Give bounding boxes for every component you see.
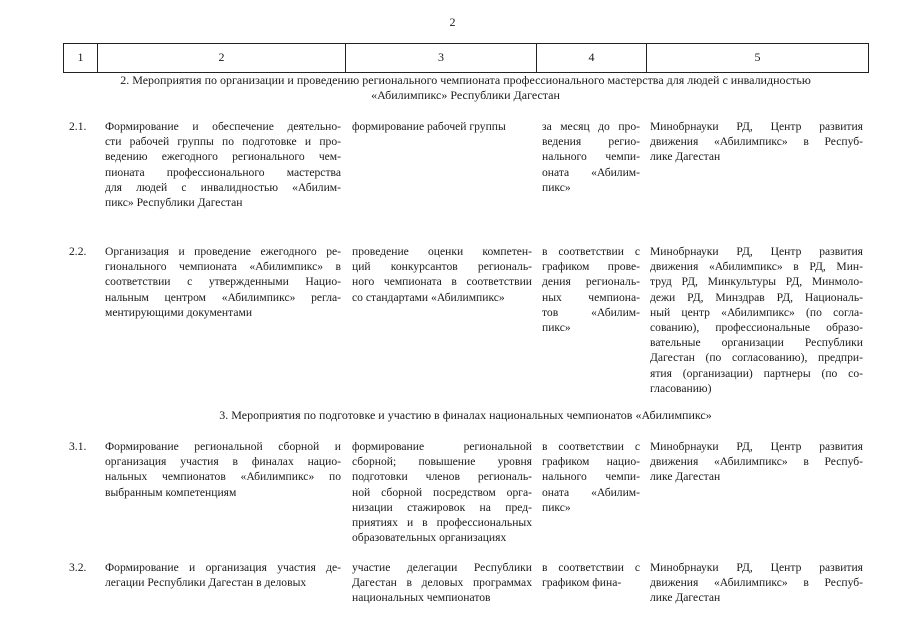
cell-text-line: движения «Абилимпикс» в Респуб- — [650, 455, 863, 469]
cell-text-line: легации Республики Дагестан в деловых — [105, 576, 307, 590]
cell-text-line: национальных чемпионатов — [352, 591, 491, 605]
cell-text-line: ментирующими документами — [105, 305, 253, 319]
column-number-1: 1 — [64, 44, 98, 73]
cell-text-line: Минобрнауки РД, Центр развития — [650, 120, 863, 133]
cell-text-line: ных чемпиона- — [542, 290, 640, 304]
expected-result — [352, 560, 532, 606]
cell-text-line: дения региональ- — [542, 275, 640, 289]
cell-text-line: ятия (организации) партнеры (по со- — [650, 366, 863, 380]
cell-text-line: тов «Абилим- — [542, 305, 640, 319]
cell-text-line: низации стажировок на пред- — [352, 500, 532, 514]
cell-text-line: ведению ежегодного регионального чем- — [105, 150, 341, 164]
cell-text-line: образовательных организациях — [352, 531, 507, 545]
cell-text-line: графиком прове- — [542, 260, 640, 274]
cell-text-line: движения «Абилимпикс» в Респуб- — [650, 576, 863, 590]
cell-text-line: движения «Абилимпикс» в Респуб- — [650, 135, 863, 149]
cell-text-line: Формирование и обеспечение деятельно- — [105, 120, 341, 133]
expected-result — [352, 439, 532, 545]
cell-text-line: Минобрнауки РД, Центр развития — [650, 440, 863, 453]
cell-text-line: лике Дагестан — [650, 591, 721, 605]
cell-text-line: движения «Абилимпикс» в РД, Мин- — [650, 260, 863, 274]
executors — [650, 439, 863, 485]
cell-text-line: формирование рабочей группы — [352, 120, 506, 133]
deadline — [542, 560, 640, 590]
section-heading-2 — [63, 73, 868, 103]
executors — [650, 244, 863, 396]
row-number: 3.1. — [69, 440, 87, 453]
row-number: 2.1. — [69, 120, 87, 133]
cell-text-line: графиком фина- — [542, 576, 622, 590]
section-heading-3 — [63, 408, 868, 423]
cell-text-line: Минобрнауки РД, Центр развития — [650, 561, 863, 574]
cell-text-line: в соответствии с — [542, 440, 640, 453]
cell-text-line: сборной; повышение уровня — [352, 455, 532, 469]
cell-text-line: гионального чемпионата «Абилимпикс» в — [105, 260, 341, 274]
cell-text-line: формирование региональной — [352, 440, 532, 453]
cell-text-line: приятиях и в профессиональных — [352, 516, 532, 530]
cell-text-line: пионата профессионального мастерства — [105, 165, 341, 179]
cell-text-line: выбранным компетенциям — [105, 485, 237, 499]
column-number-4: 4 — [537, 44, 647, 73]
expected-result — [352, 119, 532, 134]
cell-text-line: со стандартами «Абилимпикс» — [352, 290, 505, 304]
cell-text-line: для людей с инвалидностью «Абилим- — [105, 180, 341, 194]
section-heading-line: 3. Мероприятия по подготовке и участию в финалах национальных чемпионатов «Абилимпикс» — [219, 408, 712, 422]
cell-text-line: ведения регио- — [542, 135, 640, 149]
deadline — [542, 439, 640, 515]
cell-text-line: вательные организации Республики — [650, 336, 863, 350]
cell-text-line: графиком нацио- — [542, 455, 640, 469]
cell-text-line: ций конкурсантов региональ- — [352, 260, 532, 274]
row-number: 2.2. — [69, 245, 87, 258]
cell-text-line: пикс» — [542, 500, 571, 514]
cell-text-line: участие делегации Республики — [352, 561, 532, 574]
cell-text-line: гласованию) — [650, 381, 712, 395]
executors — [650, 119, 863, 165]
cell-text-line: нальных чемпионатов «Абилимпикс» по — [105, 470, 341, 484]
cell-text-line: оната «Абилим- — [542, 485, 640, 499]
cell-text-line: в соответствии с — [542, 245, 640, 258]
column-number-5: 5 — [647, 44, 869, 73]
event-name — [105, 439, 341, 500]
cell-text-line: нальным центром «Абилимпикс» регла- — [105, 290, 341, 304]
cell-text-line: соответствии с утвержденными Нацио- — [105, 275, 341, 289]
cell-text-line: лике Дагестан — [650, 470, 721, 484]
page-number: 2 — [449, 15, 456, 29]
event-name — [105, 119, 341, 210]
cell-text-line: оната «Абилим- — [542, 165, 640, 179]
cell-text-line: за месяц до про- — [542, 120, 640, 133]
expected-result — [352, 244, 532, 305]
deadline — [542, 244, 640, 335]
cell-text-line: проведение оценки компетен- — [352, 245, 532, 258]
cell-text-line: Организация и проведение ежегодного ре- — [105, 245, 341, 258]
cell-text-line: нального чемпи- — [542, 150, 640, 164]
section-heading-line: 2. Мероприятия по организации и проведению регионального чемпионата профессионального мастерства для людей с инвалидностью — [120, 73, 811, 87]
cell-text-line: организация участия в финалах нацио- — [105, 455, 341, 469]
cell-text-line: пикс» — [542, 321, 571, 335]
column-number-2: 2 — [98, 44, 346, 73]
column-number-header — [63, 43, 869, 73]
cell-text-line: Формирование региональной сборной и — [105, 440, 341, 453]
section-heading-line: «Абилимпикс» Республики Дагестан — [371, 88, 560, 102]
cell-text-line: труд РД, Минкультуры РД, Минмоло- — [650, 275, 863, 289]
cell-text-line: ного чемпионата в соответствии — [352, 275, 532, 289]
cell-text-line: Минобрнауки РД, Центр развития — [650, 245, 863, 258]
event-name — [105, 244, 341, 320]
cell-text-line: подготовки членов региональ- — [352, 470, 532, 484]
cell-text-line: сованию), профессиональные образо- — [650, 321, 863, 335]
cell-text-line: Формирование и организация участия де- — [105, 561, 341, 574]
cell-text-line: сти рабочей группы по подготовке и про- — [105, 135, 341, 149]
cell-text-line: Дагестан в деловых программах — [352, 576, 532, 590]
cell-text-line: ной сборной посредством орга- — [352, 485, 532, 499]
cell-text-line: ный центр «Абилимпикс» (по согла- — [650, 305, 863, 319]
cell-text-line: нального чемпи- — [542, 470, 640, 484]
deadline — [542, 119, 640, 195]
column-number-3: 3 — [346, 44, 537, 73]
cell-text-line: Дагестан (по согласованию), предпри- — [650, 351, 863, 365]
row-number: 3.2. — [69, 561, 87, 574]
cell-text-line: дежи РД, Минздрав РД, Националь- — [650, 290, 863, 304]
cell-text-line: пикс» Республики Дагестан — [105, 196, 243, 210]
event-name — [105, 560, 341, 590]
cell-text-line: в соответствии с — [542, 561, 640, 574]
cell-text-line: пикс» — [542, 180, 571, 194]
executors — [650, 560, 863, 606]
cell-text-line: лике Дагестан — [650, 150, 721, 164]
